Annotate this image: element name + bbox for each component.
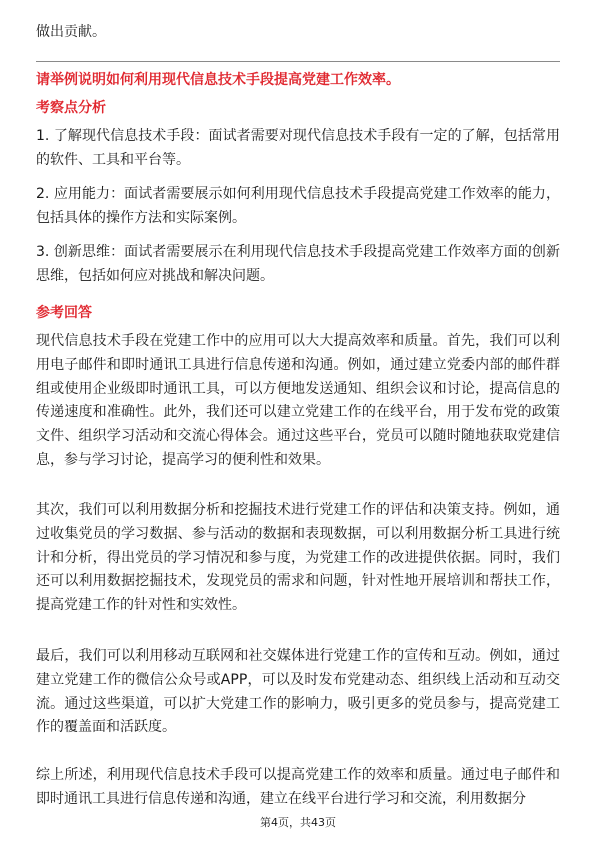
answer-heading: 参考回答 (36, 305, 92, 321)
document-page (36, 0, 560, 842)
continued-text: 做出贡献。 (36, 24, 106, 40)
analysis-point: 3. 创新思维：面试者需要展示在利用现代信息技术手段提高党建工作效率方面的创新思维，包括如何应对挑战和解决问题。 (36, 244, 560, 284)
answer-paragraph: 其次，我们可以利用数据分析和挖掘技术进行党建工作的评估和决策支持。例如，通过收集党员的学习数据、参与活动的数据和表现数据，可以利用数据分析工具进行统计和分析，得出党员的学习情况和参与度，为党建工作的改进提供依据。同时，我们还可以利用数据挖掘技术，发现党员的需求和问题，针对性地开展培训和帮扶工作，提高党建工作的针对性和实效性。 (36, 502, 560, 614)
question-title: 请举例说明如何利用现代信息技术手段提高党建工作效率。 (36, 72, 400, 88)
analysis-heading: 考察点分析 (36, 100, 106, 116)
analysis-point: 2. 应用能力：面试者需要展示如何利用现代信息技术手段提高党建工作效率的能力，包括具体的操作方法和实际案例。 (36, 186, 560, 226)
section-divider (36, 61, 560, 62)
analysis-point: 1. 了解现代信息技术手段：面试者需要对现代信息技术手段有一定的了解，包括常用的软件、工具和平台等。 (36, 128, 560, 168)
answer-paragraph: 最后，我们可以利用移动互联网和社交媒体进行党建工作的宣传和互动。例如，通过建立党建工作的微信公众号或APP，可以及时发布党建动态、组织线上活动和互动交流。通过这些渠道，可以扩大党建工作的影响力，吸引更多的党员参与，提高党建工作的覆盖面和活跃度。 (36, 648, 560, 736)
answer-paragraph: 综上所述，利用现代信息技术手段可以提高党建工作的效率和质量。通过电子邮件和即时通讯工具进行信息传递和沟通，建立在线平台进行学习和交流，利用数据分 (36, 767, 560, 807)
answer-paragraph: 现代信息技术手段在党建工作中的应用可以大大提高效率和质量。首先，我们可以利用电子邮件和即时通讯工具进行信息传递和沟通。例如，通过建立党委内部的邮件群组或使用企业级即时通讯工具，可以方便地发送通知、组织会议和讨论，提高信息的传递速度和准确性。此外，我们还可以建立党建工作的在线平台，用于发布党的政策文件、组织学习活动和交流心得体会。通过这些平台，党员可以随时随地获取党建信息，参与学习讨论，提高学习的便利性和效果。 (36, 333, 560, 468)
page-number: 第4页，共43页 (260, 816, 336, 829)
